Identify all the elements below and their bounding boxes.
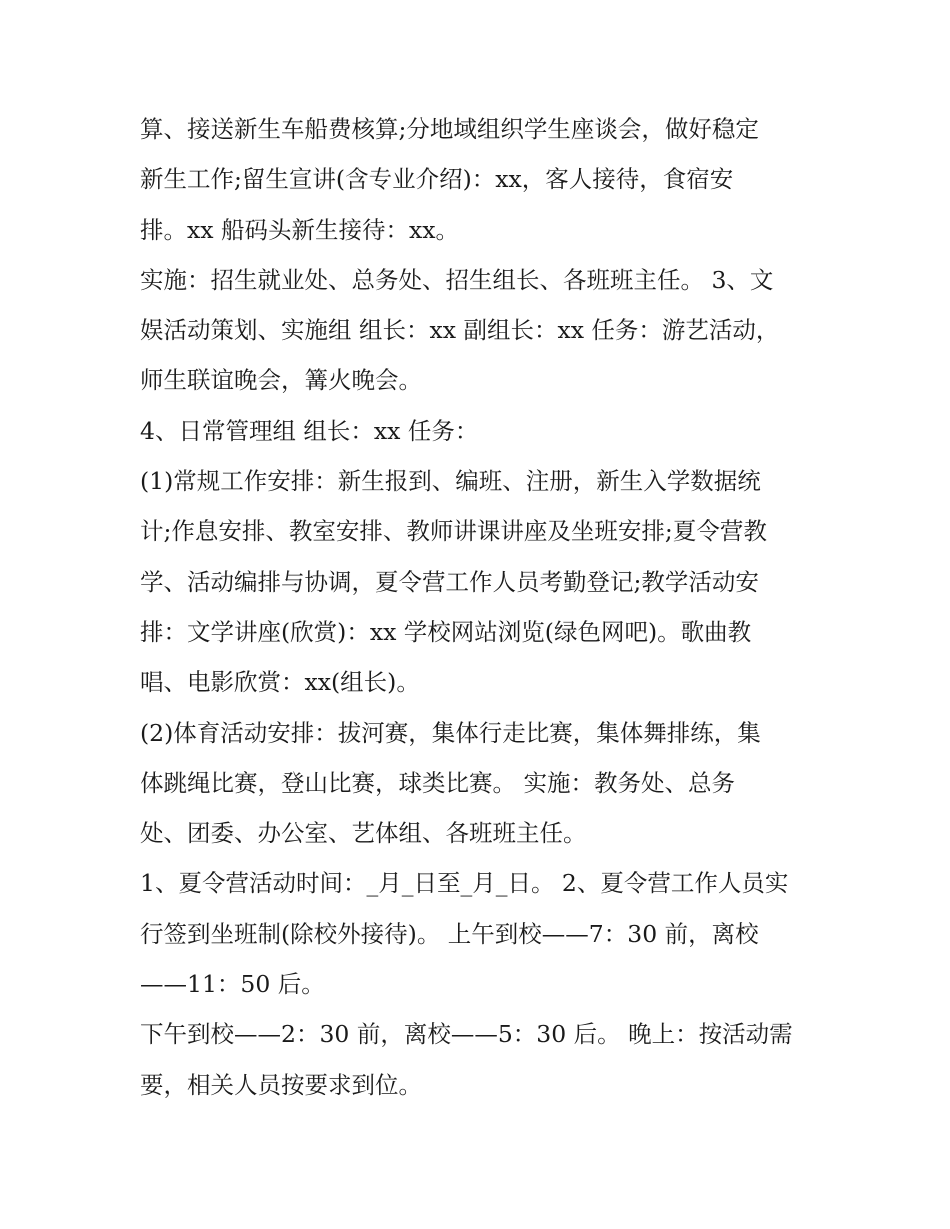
text-line: 1、夏令营活动时间：_月_日至_月_日。 2、夏令营工作人员实 — [140, 869, 789, 898]
text-line: 唱、电影欣赏：xx(组长)。 — [140, 668, 420, 697]
text-line: 排。xx 船码头新生接待：xx。 — [140, 215, 459, 244]
text-line: 学、活动编排与协调，夏令营工作人员考勤登记;教学活动安 — [140, 567, 759, 596]
text-line: 新生工作;留生宣讲(含专业介绍)：xx，客人接待，食宿安 — [140, 165, 734, 194]
text-line: 4、日常管理组 组长：xx 任务： — [140, 416, 479, 445]
text-line: 体跳绳比赛，登山比赛，球类比赛。 实施：教务处、总务 — [140, 768, 735, 797]
text-line: ——11：50 后。 — [140, 970, 325, 999]
text-line: 实施：招生就业处、总务处、招生组长、各班班主任。 3、文 — [140, 265, 774, 294]
text-line: 娱活动策划、实施组 组长：xx 副组长：xx 任务：游艺活动， — [140, 316, 780, 345]
text-line: 计;作息安排、教室安排、教师讲课讲座及坐班安排;夏令营教 — [140, 517, 767, 546]
text-line: 算、接送新生车船费核算;分地域组织学生座谈会，做好稳定 — [140, 115, 759, 143]
text-line: 下午到校——2：30 前，离校——5：30 后。 晚上：按活动需 — [140, 1020, 793, 1049]
text-line: (1)常规工作安排：新生报到、编班、注册，新生入学数据统 — [140, 467, 761, 496]
text-line: 排：文学讲座(欣赏)：xx 学校网站浏览(绿色网吧)。歌曲教 — [140, 617, 752, 646]
text-line: 师生联谊晚会，篝火晚会。 — [140, 366, 422, 395]
text-line: (2)体育活动安排：拔河赛，集体行走比赛，集体舞排练，集 — [140, 718, 761, 747]
text-line: 处、团委、办公室、艺体组、各班班主任。 — [140, 819, 587, 848]
text-line: 要，相关人员按要求到位。 — [140, 1070, 422, 1099]
document-body — [140, 104, 810, 1110]
text-line: 行签到坐班制(除校外接待)。 上午到校——7：30 前，离校 — [140, 919, 759, 948]
